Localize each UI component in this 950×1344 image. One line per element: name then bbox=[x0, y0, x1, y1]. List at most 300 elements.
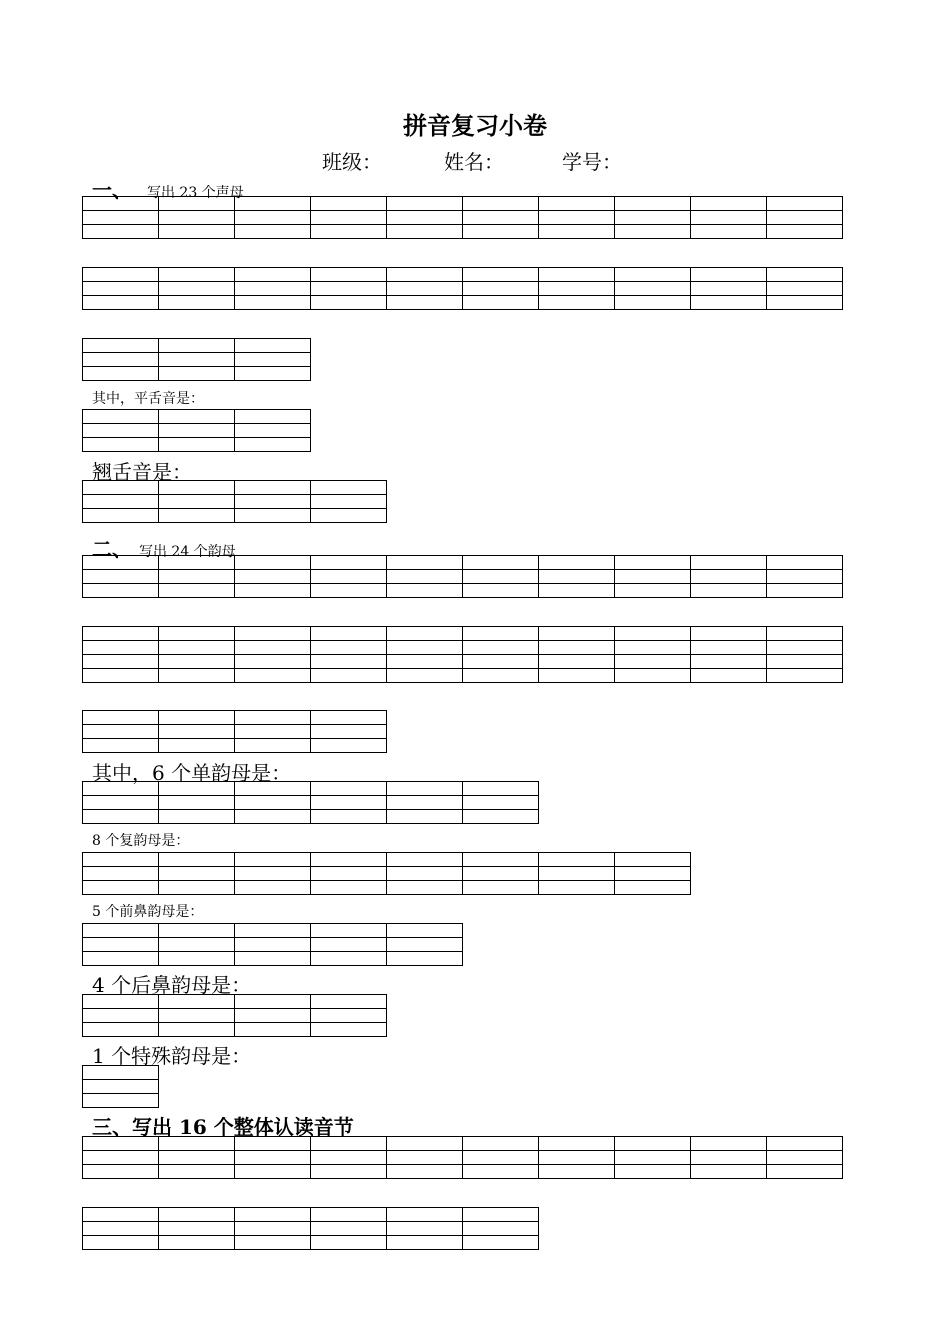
grid-cell[interactable] bbox=[311, 725, 387, 739]
single-finals-grid[interactable] bbox=[82, 781, 539, 824]
grid-cell[interactable] bbox=[387, 796, 463, 810]
grid-cell[interactable] bbox=[235, 225, 311, 239]
grid-cell[interactable] bbox=[311, 481, 387, 495]
grid-cell[interactable] bbox=[615, 627, 691, 641]
grid-cell[interactable] bbox=[83, 1165, 159, 1179]
grid-cell[interactable] bbox=[235, 867, 311, 881]
grid-cell[interactable] bbox=[539, 197, 615, 211]
grid-cell[interactable] bbox=[235, 641, 311, 655]
grid-cell[interactable] bbox=[159, 782, 235, 796]
grid-cell[interactable] bbox=[83, 881, 159, 895]
grid-cell[interactable] bbox=[387, 225, 463, 239]
grid-cell[interactable] bbox=[159, 739, 235, 753]
grid-cell[interactable] bbox=[463, 853, 539, 867]
grid-cell[interactable] bbox=[159, 211, 235, 225]
grid-cell[interactable] bbox=[539, 1137, 615, 1151]
grid-cell[interactable] bbox=[311, 1009, 387, 1023]
grid-cell[interactable] bbox=[83, 938, 159, 952]
grid-cell[interactable] bbox=[311, 995, 387, 1009]
grid-cell[interactable] bbox=[387, 938, 463, 952]
grid-cell[interactable] bbox=[159, 1222, 235, 1236]
grid-cell[interactable] bbox=[235, 1151, 311, 1165]
grid-cell[interactable] bbox=[83, 1222, 159, 1236]
grid-cell[interactable] bbox=[615, 669, 691, 683]
grid-cell[interactable] bbox=[83, 282, 159, 296]
grid-cell[interactable] bbox=[159, 1236, 235, 1250]
grid-cell[interactable] bbox=[387, 197, 463, 211]
grid-cell[interactable] bbox=[83, 1080, 159, 1094]
grid-cell[interactable] bbox=[235, 853, 311, 867]
grid-cell[interactable] bbox=[615, 570, 691, 584]
grid-cell[interactable] bbox=[615, 655, 691, 669]
grid-cell[interactable] bbox=[387, 627, 463, 641]
grid-cell[interactable] bbox=[83, 1236, 159, 1250]
grid-cell[interactable] bbox=[159, 268, 235, 282]
grid-cell[interactable] bbox=[159, 641, 235, 655]
grid-cell[interactable] bbox=[463, 669, 539, 683]
grid-cell[interactable] bbox=[463, 1165, 539, 1179]
grid-cell[interactable] bbox=[767, 282, 843, 296]
special-final-grid[interactable] bbox=[82, 1065, 159, 1108]
grid-cell[interactable] bbox=[159, 1208, 235, 1222]
grid-cell[interactable] bbox=[691, 627, 767, 641]
grid-cell[interactable] bbox=[83, 810, 159, 824]
grid-cell[interactable] bbox=[83, 211, 159, 225]
grid-cell[interactable] bbox=[387, 655, 463, 669]
grid-cell[interactable] bbox=[311, 556, 387, 570]
grid-cell[interactable] bbox=[83, 1137, 159, 1151]
grid-cell[interactable] bbox=[311, 495, 387, 509]
grid-cell[interactable] bbox=[235, 282, 311, 296]
grid-cell[interactable] bbox=[615, 867, 691, 881]
grid-cell[interactable] bbox=[311, 739, 387, 753]
grid-cell[interactable] bbox=[159, 424, 235, 438]
grid-cell[interactable] bbox=[691, 268, 767, 282]
grid-cell[interactable] bbox=[691, 669, 767, 683]
grid-cell[interactable] bbox=[235, 669, 311, 683]
grid-cell[interactable] bbox=[463, 556, 539, 570]
grid-cell[interactable] bbox=[159, 810, 235, 824]
grid-cell[interactable] bbox=[767, 268, 843, 282]
grid-cell[interactable] bbox=[159, 410, 235, 424]
grid-cell[interactable] bbox=[235, 725, 311, 739]
compound-finals-grid[interactable] bbox=[82, 852, 691, 895]
grid-cell[interactable] bbox=[463, 211, 539, 225]
grid-cell[interactable] bbox=[159, 725, 235, 739]
grid-cell[interactable] bbox=[159, 225, 235, 239]
grid-cell[interactable] bbox=[387, 1208, 463, 1222]
grid-cell[interactable] bbox=[83, 1009, 159, 1023]
grid-cell[interactable] bbox=[691, 225, 767, 239]
grid-cell[interactable] bbox=[463, 584, 539, 598]
grid-cell[interactable] bbox=[539, 867, 615, 881]
grid-cell[interactable] bbox=[463, 627, 539, 641]
grid-cell[interactable] bbox=[615, 853, 691, 867]
grid-cell[interactable] bbox=[387, 1151, 463, 1165]
grid-cell[interactable] bbox=[235, 881, 311, 895]
grid-cell[interactable] bbox=[159, 282, 235, 296]
initials-grid-1[interactable] bbox=[82, 196, 843, 239]
grid-cell[interactable] bbox=[615, 225, 691, 239]
grid-cell[interactable] bbox=[615, 584, 691, 598]
grid-cell[interactable] bbox=[159, 938, 235, 952]
grid-cell[interactable] bbox=[83, 353, 159, 367]
grid-cell[interactable] bbox=[159, 481, 235, 495]
grid-cell[interactable] bbox=[463, 881, 539, 895]
grid-cell[interactable] bbox=[83, 424, 159, 438]
grid-cell[interactable] bbox=[691, 584, 767, 598]
grid-cell[interactable] bbox=[159, 853, 235, 867]
grid-cell[interactable] bbox=[691, 1137, 767, 1151]
grid-cell[interactable] bbox=[235, 570, 311, 584]
grid-cell[interactable] bbox=[311, 584, 387, 598]
grid-cell[interactable] bbox=[387, 867, 463, 881]
grid-cell[interactable] bbox=[539, 556, 615, 570]
grid-cell[interactable] bbox=[235, 353, 311, 367]
grid-cell[interactable] bbox=[615, 211, 691, 225]
grid-cell[interactable] bbox=[83, 410, 159, 424]
grid-cell[interactable] bbox=[463, 282, 539, 296]
grid-cell[interactable] bbox=[539, 225, 615, 239]
grid-cell[interactable] bbox=[311, 627, 387, 641]
grid-cell[interactable] bbox=[311, 810, 387, 824]
grid-cell[interactable] bbox=[159, 924, 235, 938]
grid-cell[interactable] bbox=[235, 296, 311, 310]
grid-cell[interactable] bbox=[387, 296, 463, 310]
grid-cell[interactable] bbox=[235, 739, 311, 753]
grid-cell[interactable] bbox=[311, 711, 387, 725]
grid-cell[interactable] bbox=[539, 881, 615, 895]
grid-cell[interactable] bbox=[463, 782, 539, 796]
grid-cell[interactable] bbox=[235, 424, 311, 438]
grid-cell[interactable] bbox=[83, 867, 159, 881]
grid-cell[interactable] bbox=[387, 584, 463, 598]
grid-cell[interactable] bbox=[311, 1137, 387, 1151]
grid-cell[interactable] bbox=[311, 570, 387, 584]
flat-tongue-grid[interactable] bbox=[82, 409, 311, 452]
grid-cell[interactable] bbox=[235, 1208, 311, 1222]
grid-cell[interactable] bbox=[539, 570, 615, 584]
grid-cell[interactable] bbox=[311, 1165, 387, 1179]
grid-cell[interactable] bbox=[83, 584, 159, 598]
grid-cell[interactable] bbox=[463, 1137, 539, 1151]
grid-cell[interactable] bbox=[767, 197, 843, 211]
grid-cell[interactable] bbox=[83, 367, 159, 381]
initials-grid-3[interactable] bbox=[82, 338, 311, 381]
grid-cell[interactable] bbox=[159, 1009, 235, 1023]
grid-cell[interactable] bbox=[83, 853, 159, 867]
grid-cell[interactable] bbox=[539, 641, 615, 655]
grid-cell[interactable] bbox=[311, 655, 387, 669]
grid-cell[interactable] bbox=[235, 481, 311, 495]
grid-cell[interactable] bbox=[83, 495, 159, 509]
grid-cell[interactable] bbox=[387, 1137, 463, 1151]
grid-cell[interactable] bbox=[539, 655, 615, 669]
grid-cell[interactable] bbox=[83, 711, 159, 725]
grid-cell[interactable] bbox=[159, 655, 235, 669]
grid-cell[interactable] bbox=[767, 296, 843, 310]
grid-cell[interactable] bbox=[767, 584, 843, 598]
grid-cell[interactable] bbox=[83, 669, 159, 683]
grid-cell[interactable] bbox=[311, 796, 387, 810]
curled-tongue-grid[interactable] bbox=[82, 480, 387, 523]
grid-cell[interactable] bbox=[311, 1023, 387, 1037]
grid-cell[interactable] bbox=[539, 211, 615, 225]
grid-cell[interactable] bbox=[539, 282, 615, 296]
grid-cell[interactable] bbox=[387, 1165, 463, 1179]
grid-cell[interactable] bbox=[463, 197, 539, 211]
grid-cell[interactable] bbox=[235, 810, 311, 824]
grid-cell[interactable] bbox=[311, 881, 387, 895]
syllables-grid-1[interactable] bbox=[82, 1136, 843, 1179]
grid-cell[interactable] bbox=[767, 1165, 843, 1179]
grid-cell[interactable] bbox=[235, 1023, 311, 1037]
grid-cell[interactable] bbox=[311, 282, 387, 296]
grid-cell[interactable] bbox=[159, 627, 235, 641]
grid-cell[interactable] bbox=[691, 282, 767, 296]
grid-cell[interactable] bbox=[235, 1222, 311, 1236]
grid-cell[interactable] bbox=[539, 1165, 615, 1179]
grid-cell[interactable] bbox=[311, 296, 387, 310]
grid-cell[interactable] bbox=[615, 1165, 691, 1179]
grid-cell[interactable] bbox=[311, 924, 387, 938]
grid-cell[interactable] bbox=[463, 655, 539, 669]
grid-cell[interactable] bbox=[767, 1151, 843, 1165]
grid-cell[interactable] bbox=[83, 1151, 159, 1165]
grid-cell[interactable] bbox=[159, 296, 235, 310]
grid-cell[interactable] bbox=[159, 584, 235, 598]
grid-cell[interactable] bbox=[615, 282, 691, 296]
grid-cell[interactable] bbox=[235, 339, 311, 353]
grid-cell[interactable] bbox=[539, 853, 615, 867]
grid-cell[interactable] bbox=[615, 197, 691, 211]
grid-cell[interactable] bbox=[159, 952, 235, 966]
grid-cell[interactable] bbox=[615, 1151, 691, 1165]
grid-cell[interactable] bbox=[615, 268, 691, 282]
finals-grid-3[interactable] bbox=[82, 710, 387, 753]
grid-cell[interactable] bbox=[83, 924, 159, 938]
grid-cell[interactable] bbox=[83, 570, 159, 584]
grid-cell[interactable] bbox=[83, 556, 159, 570]
grid-cell[interactable] bbox=[463, 1222, 539, 1236]
grid-cell[interactable] bbox=[235, 556, 311, 570]
grid-cell[interactable] bbox=[463, 268, 539, 282]
grid-cell[interactable] bbox=[387, 1222, 463, 1236]
grid-cell[interactable] bbox=[83, 225, 159, 239]
grid-cell[interactable] bbox=[387, 669, 463, 683]
grid-cell[interactable] bbox=[387, 881, 463, 895]
grid-cell[interactable] bbox=[691, 1165, 767, 1179]
grid-cell[interactable] bbox=[311, 938, 387, 952]
grid-cell[interactable] bbox=[767, 641, 843, 655]
grid-cell[interactable] bbox=[83, 739, 159, 753]
grid-cell[interactable] bbox=[691, 296, 767, 310]
grid-cell[interactable] bbox=[311, 211, 387, 225]
grid-cell[interactable] bbox=[387, 810, 463, 824]
grid-cell[interactable] bbox=[387, 952, 463, 966]
grid-cell[interactable] bbox=[83, 725, 159, 739]
grid-cell[interactable] bbox=[463, 570, 539, 584]
grid-cell[interactable] bbox=[615, 641, 691, 655]
grid-cell[interactable] bbox=[235, 438, 311, 452]
grid-cell[interactable] bbox=[159, 1151, 235, 1165]
grid-cell[interactable] bbox=[387, 1236, 463, 1250]
grid-cell[interactable] bbox=[539, 669, 615, 683]
grid-cell[interactable] bbox=[235, 410, 311, 424]
grid-cell[interactable] bbox=[615, 1137, 691, 1151]
grid-cell[interactable] bbox=[311, 669, 387, 683]
grid-cell[interactable] bbox=[235, 924, 311, 938]
grid-cell[interactable] bbox=[311, 782, 387, 796]
grid-cell[interactable] bbox=[311, 1222, 387, 1236]
grid-cell[interactable] bbox=[539, 296, 615, 310]
grid-cell[interactable] bbox=[767, 556, 843, 570]
grid-cell[interactable] bbox=[539, 584, 615, 598]
grid-cell[interactable] bbox=[311, 1151, 387, 1165]
initials-grid-2[interactable] bbox=[82, 267, 843, 310]
grid-cell[interactable] bbox=[767, 570, 843, 584]
grid-cell[interactable] bbox=[83, 627, 159, 641]
grid-cell[interactable] bbox=[83, 1066, 159, 1080]
grid-cell[interactable] bbox=[159, 1137, 235, 1151]
grid-cell[interactable] bbox=[235, 796, 311, 810]
grid-cell[interactable] bbox=[235, 1165, 311, 1179]
grid-cell[interactable] bbox=[387, 853, 463, 867]
back-nasal-grid[interactable] bbox=[82, 994, 387, 1037]
grid-cell[interactable] bbox=[387, 556, 463, 570]
grid-cell[interactable] bbox=[615, 556, 691, 570]
grid-cell[interactable] bbox=[387, 211, 463, 225]
grid-cell[interactable] bbox=[463, 641, 539, 655]
grid-cell[interactable] bbox=[235, 1009, 311, 1023]
grid-cell[interactable] bbox=[539, 268, 615, 282]
grid-cell[interactable] bbox=[387, 924, 463, 938]
grid-cell[interactable] bbox=[235, 495, 311, 509]
grid-cell[interactable] bbox=[235, 1236, 311, 1250]
grid-cell[interactable] bbox=[463, 1151, 539, 1165]
grid-cell[interactable] bbox=[311, 867, 387, 881]
grid-cell[interactable] bbox=[463, 1236, 539, 1250]
finals-grid-1[interactable] bbox=[82, 555, 843, 598]
grid-cell[interactable] bbox=[311, 952, 387, 966]
grid-cell[interactable] bbox=[311, 853, 387, 867]
grid-cell[interactable] bbox=[235, 655, 311, 669]
grid-cell[interactable] bbox=[83, 782, 159, 796]
grid-cell[interactable] bbox=[691, 570, 767, 584]
grid-cell[interactable] bbox=[235, 268, 311, 282]
grid-cell[interactable] bbox=[235, 1137, 311, 1151]
grid-cell[interactable] bbox=[159, 570, 235, 584]
grid-cell[interactable] bbox=[159, 367, 235, 381]
grid-cell[interactable] bbox=[463, 810, 539, 824]
grid-cell[interactable] bbox=[539, 1151, 615, 1165]
grid-cell[interactable] bbox=[615, 881, 691, 895]
grid-cell[interactable] bbox=[83, 268, 159, 282]
grid-cell[interactable] bbox=[159, 711, 235, 725]
grid-cell[interactable] bbox=[83, 296, 159, 310]
grid-cell[interactable] bbox=[235, 938, 311, 952]
grid-cell[interactable] bbox=[387, 282, 463, 296]
grid-cell[interactable] bbox=[83, 995, 159, 1009]
grid-cell[interactable] bbox=[691, 641, 767, 655]
grid-cell[interactable] bbox=[387, 641, 463, 655]
grid-cell[interactable] bbox=[159, 495, 235, 509]
grid-cell[interactable] bbox=[311, 197, 387, 211]
grid-cell[interactable] bbox=[387, 782, 463, 796]
grid-cell[interactable] bbox=[83, 655, 159, 669]
grid-cell[interactable] bbox=[463, 796, 539, 810]
grid-cell[interactable] bbox=[691, 1151, 767, 1165]
grid-cell[interactable] bbox=[235, 711, 311, 725]
grid-cell[interactable] bbox=[767, 225, 843, 239]
grid-cell[interactable] bbox=[83, 1023, 159, 1037]
grid-cell[interactable] bbox=[83, 197, 159, 211]
grid-cell[interactable] bbox=[311, 225, 387, 239]
grid-cell[interactable] bbox=[767, 627, 843, 641]
grid-cell[interactable] bbox=[159, 796, 235, 810]
grid-cell[interactable] bbox=[767, 211, 843, 225]
grid-cell[interactable] bbox=[83, 796, 159, 810]
grid-cell[interactable] bbox=[83, 1094, 159, 1108]
grid-cell[interactable] bbox=[159, 438, 235, 452]
grid-cell[interactable] bbox=[767, 669, 843, 683]
grid-cell[interactable] bbox=[83, 641, 159, 655]
grid-cell[interactable] bbox=[615, 296, 691, 310]
grid-cell[interactable] bbox=[463, 296, 539, 310]
grid-cell[interactable] bbox=[159, 353, 235, 367]
grid-cell[interactable] bbox=[311, 268, 387, 282]
grid-cell[interactable] bbox=[539, 627, 615, 641]
grid-cell[interactable] bbox=[311, 641, 387, 655]
grid-cell[interactable] bbox=[83, 481, 159, 495]
grid-cell[interactable] bbox=[235, 197, 311, 211]
front-nasal-grid[interactable] bbox=[82, 923, 463, 966]
grid-cell[interactable] bbox=[463, 867, 539, 881]
grid-cell[interactable] bbox=[159, 1023, 235, 1037]
grid-cell[interactable] bbox=[767, 1137, 843, 1151]
grid-cell[interactable] bbox=[387, 570, 463, 584]
grid-cell[interactable] bbox=[311, 1208, 387, 1222]
grid-cell[interactable] bbox=[83, 952, 159, 966]
grid-cell[interactable] bbox=[235, 367, 311, 381]
finals-grid-2[interactable] bbox=[82, 626, 843, 683]
grid-cell[interactable] bbox=[387, 268, 463, 282]
grid-cell[interactable] bbox=[235, 211, 311, 225]
grid-cell[interactable] bbox=[159, 197, 235, 211]
grid-cell[interactable] bbox=[691, 211, 767, 225]
grid-cell[interactable] bbox=[159, 881, 235, 895]
grid-cell[interactable] bbox=[159, 669, 235, 683]
grid-cell[interactable] bbox=[691, 197, 767, 211]
grid-cell[interactable] bbox=[311, 1236, 387, 1250]
grid-cell[interactable] bbox=[311, 509, 387, 523]
grid-cell[interactable] bbox=[159, 339, 235, 353]
grid-cell[interactable] bbox=[691, 556, 767, 570]
grid-cell[interactable] bbox=[159, 509, 235, 523]
grid-cell[interactable] bbox=[159, 995, 235, 1009]
grid-cell[interactable] bbox=[235, 782, 311, 796]
grid-cell[interactable] bbox=[83, 339, 159, 353]
grid-cell[interactable] bbox=[235, 509, 311, 523]
grid-cell[interactable] bbox=[463, 225, 539, 239]
grid-cell[interactable] bbox=[463, 1208, 539, 1222]
grid-cell[interactable] bbox=[83, 438, 159, 452]
grid-cell[interactable] bbox=[159, 1165, 235, 1179]
grid-cell[interactable] bbox=[767, 655, 843, 669]
syllables-grid-2[interactable] bbox=[82, 1207, 539, 1250]
grid-cell[interactable] bbox=[235, 627, 311, 641]
grid-cell[interactable] bbox=[235, 952, 311, 966]
